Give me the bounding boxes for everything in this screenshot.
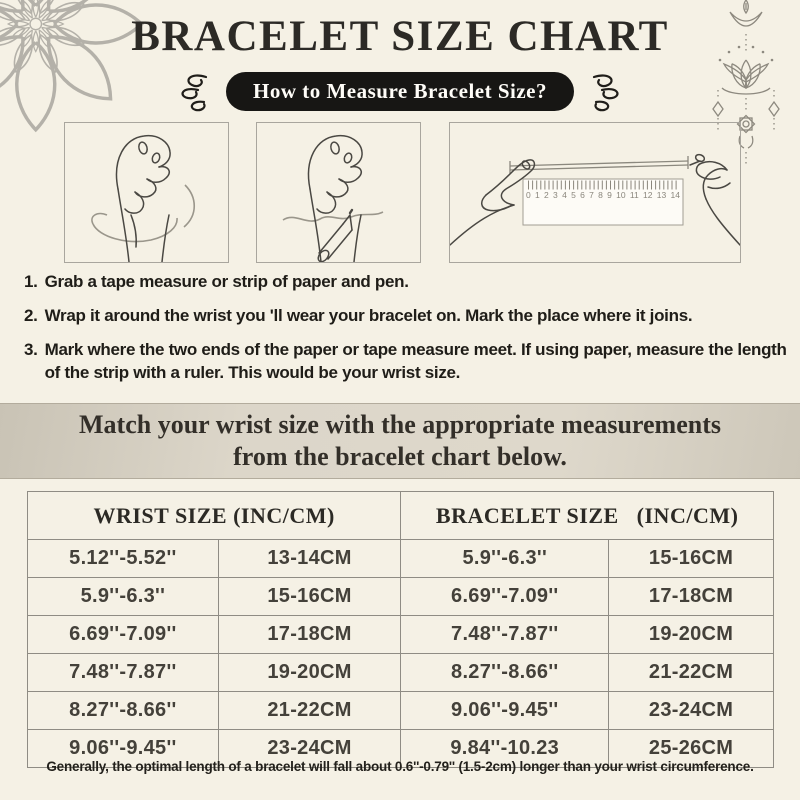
ruler-number: 0 — [526, 190, 531, 200]
bracelet-size-inch-cell: 5.9''-6.3'' — [401, 540, 609, 578]
wrist-size-inch-cell: 8.27''-8.66'' — [28, 692, 219, 730]
table-row — [28, 654, 774, 692]
bracelet-size-inch-cell: 8.27''-8.66'' — [401, 654, 609, 692]
wrist-size-cm-cell: 21-22CM — [218, 692, 401, 730]
bracelet-size-header: BRACELET SIZE (INC/CM) — [401, 492, 774, 540]
ruler-number: 2 — [544, 190, 549, 200]
instruction-item — [24, 338, 796, 386]
wrist-size-inch-cell: 9.06''-9.45'' — [28, 730, 219, 768]
wrist-size-inch-cell: 5.12''-5.52'' — [28, 540, 219, 578]
flourish-icon — [176, 70, 210, 112]
bracelet-size-inch-cell: 9.06''-9.45'' — [401, 692, 609, 730]
instruction-text: Mark where the two ends of the paper or tape measure meet. If using paper, measure the length of the strip with a ruler. This would be your wrist size. — [44, 339, 787, 383]
illustration-mark-pen — [256, 122, 421, 263]
wrist-size-inch-cell: 6.69''-7.09'' — [28, 616, 219, 654]
wrist-size-inch-cell: 5.9''-6.3'' — [28, 578, 219, 616]
table-row — [28, 578, 774, 616]
ruler-number: 13 — [656, 190, 667, 200]
wrist-size-cm-cell: 17-18CM — [218, 616, 401, 654]
page-title: BRACELET SIZE CHART — [131, 13, 669, 60]
ruler-number: 7 — [589, 190, 594, 200]
ruler-number: 3 — [553, 190, 558, 200]
wrist-size-inch-cell: 7.48''-7.87'' — [28, 654, 219, 692]
table-row — [28, 616, 774, 654]
match-banner-line1: Match your wrist size with the appropriate measurements — [79, 409, 721, 439]
instruction-text: Grab a tape measure or strip of paper and pen. — [44, 272, 409, 291]
bracelet-size-cm-cell: 19-20CM — [609, 616, 774, 654]
match-banner — [0, 403, 800, 479]
hand-with-string-icon — [65, 123, 228, 262]
table-row — [28, 692, 774, 730]
bracelet-size-cm-cell: 21-22CM — [609, 654, 774, 692]
bracelet-size-inch-cell: 6.69''-7.09'' — [401, 578, 609, 616]
ruler-number: 11 — [629, 190, 639, 200]
table-row — [28, 540, 774, 578]
bracelet-size-cm-cell: 25-26CM — [609, 730, 774, 768]
wrist-size-cm-cell: 13-14CM — [218, 540, 401, 578]
subtitle-banner: How to Measure Bracelet Size? — [226, 72, 574, 111]
ruler-number: 14 — [670, 190, 680, 200]
illustration-wrap-string — [64, 122, 229, 263]
ruler-number: 5 — [571, 190, 576, 200]
instruction-number: 3. — [24, 339, 38, 359]
match-banner-line2: from the bracelet chart below. — [233, 442, 567, 471]
illustration-measure-ruler — [449, 122, 741, 263]
bracelet-size-cm-cell: 15-16CM — [609, 540, 774, 578]
ruler-number: 9 — [607, 190, 612, 200]
ruler-number: 12 — [643, 190, 653, 200]
instruction-number: 1. — [24, 272, 38, 291]
bracelet-size-cm-cell: 23-24CM — [609, 692, 774, 730]
hand-with-pen-icon — [257, 123, 420, 262]
ruler-number: 10 — [616, 190, 626, 200]
ruler-number: 6 — [580, 190, 585, 200]
instruction-text: Wrap it around the wrist you 'll wear your bracelet on. Mark the place where it joins. — [44, 305, 693, 325]
instruction-list — [24, 270, 796, 395]
ruler-number: 4 — [562, 190, 567, 200]
wrist-size-cm-cell: 23-24CM — [218, 730, 401, 768]
ruler-number: 1 — [535, 190, 540, 200]
flourish-icon — [590, 70, 624, 112]
ruler-number: 8 — [598, 190, 603, 200]
instruction-number: 2. — [24, 305, 38, 325]
footer-note: Generally, the optimal length of a bracelet will fall about 0.6''-0.79'' (1.5-2cm) longer than your wrist circumference. — [46, 759, 754, 774]
ruler-scale — [526, 190, 680, 200]
size-table — [27, 491, 774, 768]
wrist-size-cm-cell: 19-20CM — [218, 654, 401, 692]
table-header-row — [28, 492, 774, 540]
instruction-item — [24, 304, 796, 328]
bracelet-size-inch-cell: 9.84''-10.23 — [401, 730, 609, 768]
instruction-item — [24, 270, 796, 294]
bracelet-size-cm-cell: 17-18CM — [609, 578, 774, 616]
bracelet-size-inch-cell: 7.48''-7.87'' — [401, 616, 609, 654]
wrist-size-cm-cell: 15-16CM — [218, 578, 401, 616]
subtitle-row — [0, 70, 800, 112]
wrist-size-header: WRIST SIZE (INC/CM) — [28, 492, 401, 540]
